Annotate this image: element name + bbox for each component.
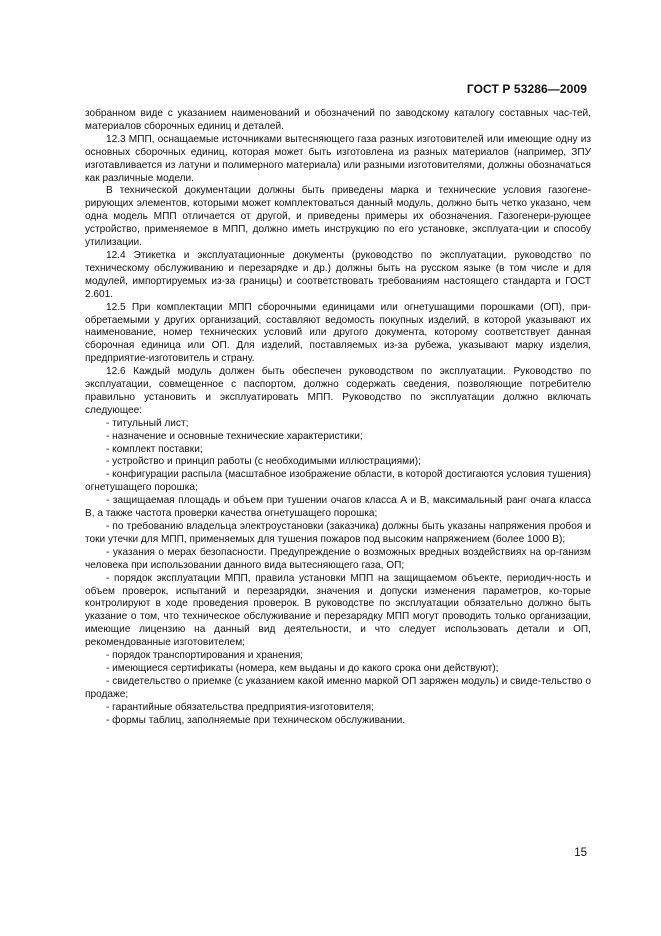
paragraph: - гарантийные обязательства предприятия-изготовителя; <box>106 701 374 713</box>
paragraph: - назначение и основные технические характеристики; <box>106 430 363 442</box>
paragraph: - титульный лист; <box>106 417 189 429</box>
paragraph: - конфигурации распыла (масштабное изображение области, в которой достигаются условия тушения) огнетушащего порошка; <box>85 469 591 494</box>
paragraph: - порядок эксплуатации МПП, правила установки МПП на защищаемом объекте, периодич-ность и объем проверок, испытаний и перезарядки, значения и допуски изменения параметров, ко-торые контролируют в ходе проведения проверок. В руководстве по эксплуатации обязательно должно быть указание о том, что техническое обслуживание и перезарядку МПП могут проводить только организации, имеющие лицензию на данный вид деятельности, и что следует использовать детали и ОП, рекомендованные изготовителем; <box>85 572 591 649</box>
paragraph: В технической документации должны быть приведены марка и технические условия газогене-рирующих элементов, которыми может комплектоваться данный модуль, должно быть четко указано, чем одна модель МПП отличается от другой, и приведены примеры их обозначения. Газогенери-рующее устройство, применяемое в МПП, должно иметь инструкцию по его установке, эксплуата-ции и способу утилизации. <box>85 185 591 249</box>
paragraph: зобранном виде с указанием наименований и обозначений по заводскому каталогу составных час-тей, материалов сборочных единиц и деталей. <box>85 108 591 132</box>
paragraph: - комплект поставки; <box>106 443 203 455</box>
document-body <box>85 108 591 728</box>
paragraph: - по требованию владельца электроустановки (заказчика) должны быть указаны напряжения пробоя и токи утечки для МПП, применяемых для тушения пожаров под высоким напряжением (более 1000 В); <box>85 521 591 545</box>
paragraph: - имеющиеся сертификаты (номера, кем выданы и до какого срока они действуют); <box>106 662 499 674</box>
paragraph: - свидетельство о приемке (с указанием какой именно маркой ОП заряжен модуль) и свиде-тельство о продаже; <box>85 675 591 700</box>
document-code-header: ГОСТ Р 53286—2009 <box>466 82 587 96</box>
paragraph: - защищаемая площадь и объем при тушении очагов класса А и В, максимальный ранг очага класса В, а также частота проверки качества огнетушащего порошка; <box>85 495 591 520</box>
page-number: 15 <box>574 847 587 859</box>
paragraph: - указания о мерах безопасности. Предупреждение о возможных вредных воздействиях на ор-ганизм человека при использовании данного вида вытесняющего газа, ОП; <box>85 546 591 571</box>
paragraph: - порядок транспортирования и хранения; <box>106 650 304 662</box>
paragraph: 12.3 МПП, оснащаемые источниками вытесняющего газа разных изготовителей или имеющие одну из основных сборочных единиц, которая может быть изготовлена из разных материалов (например, ЗПУ изготавливается из латуни и полимерного материала) или разными изготовителями, должны обозначаться как различные модели. <box>85 133 591 184</box>
paragraph: - формы таблиц, заполняемые при техническом обслуживании. <box>106 714 406 726</box>
paragraph: - устройство и принцип работы (с необходимыми иллюстрациями); <box>106 456 421 468</box>
paragraph: 12.6 Каждый модуль должен быть обеспечен руководством по эксплуатации. Руководство по эксплуатации, совмещенное с паспортом, должно содержать сведения, позволяющие потребителю правильно установить и эксплуатировать МПП. Руководство по эксплуатации должно включать следующее: <box>85 366 591 416</box>
paragraph: 12.5 При комплектации МПП сборочными единицами или огнетушащими порошками (ОП), при-обретаемыми у других организаций, составляют ведомость покупных изделий, в которой указывают их наименование, номер технических условий или другого документа, которому соответствует данная сборочная единица или ОП. Для изделий, поставляемых из-за рубежа, указывают марку изделия, предприятие-изготовитель и страну. <box>85 301 591 365</box>
paragraph: 12.4 Этикетка и эксплуатационные документы (руководство по эксплуатации, руководство по техническому обслуживанию и перезарядке и др.) должны быть на русском языке (в том числе и для модулей, импортируемых из-за границы) и соответствовать требованиям настоящего стандарта и ГОСТ 2.601. <box>85 249 591 300</box>
